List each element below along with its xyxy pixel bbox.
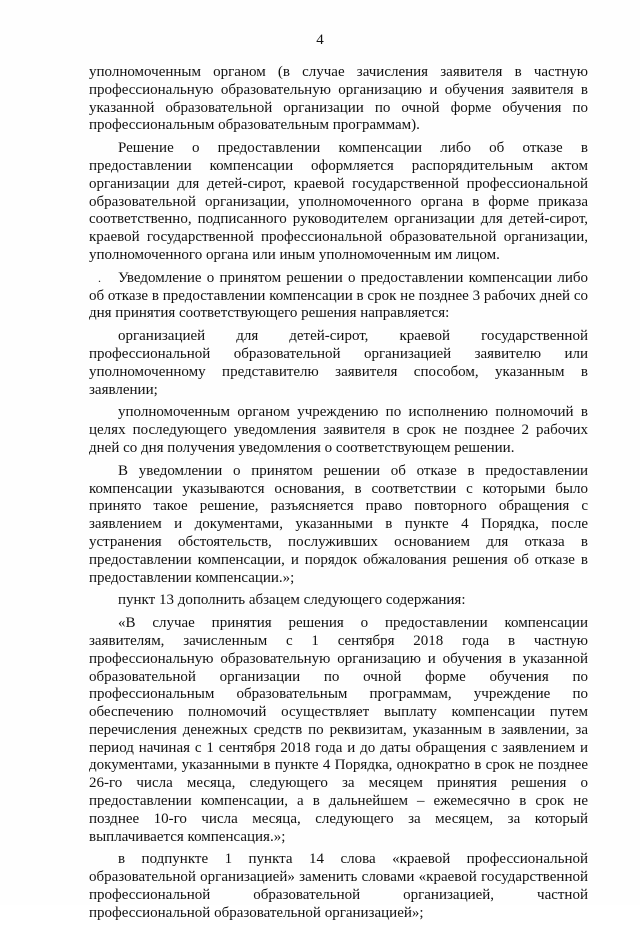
paragraph-item-14: в подпункте 1 пункта 14 слова «краевой профессиональной образовательной организацией» заменить словами «краевой государственной профессиональной образовательной организацией, частной профессиональной образовательной организацией»; xyxy=(89,851,588,921)
paragraph-notification: . Уведомление о принятом решении о предоставлении компенсации либо об отказе в предоставлении компенсации в срок не позднее 3 рабочих дней со дня принятия соответствующего решения направляется: xyxy=(89,270,588,323)
paragraph-orphan-org: организацией для детей-сирот, краевой государственной профессиональной образовательной организацией заявителю или уполномоченному представителю заявителя способом, указанным в заявлении; xyxy=(89,328,588,398)
paragraph-continuation: уполномоченным органом (в случае зачисления заявителя в частную профессиональную образовательную организацию и обучения заявителя в указанной образовательной организации по очной форме обучения по профессиональным образовательным программам). xyxy=(89,64,588,134)
paragraph-item-13: пункт 13 дополнить абзацем следующего содержания: xyxy=(118,592,466,609)
paragraph-decision-form: Решение о предоставлении компенсации либо об отказе в предоставлении компенсации оформляется распорядительным актом организации для детей-сирот, краевой государственной профессиональной образовательной организации, уполномоченного органа в форме приказа соответственно, подписанного руководителем организации для детей-сирот, краевой государственной профессиональной образовательной организации, уполномоченного органа или иным уполномоченным им лицом. xyxy=(89,140,588,263)
paragraph-refusal-grounds: В уведомлении о принятом решении об отказе в предоставлении компенсации указываются основания, в соответствии с которыми было принято такое решение, разъясняется право повторного обращения с заявлением и документами, указанными в пункте 4 Порядка, после устранения обстоятельств, послуживших основанием для отказа в предоставлении компенсации, и порядок обжалования решения об отказе в предоставлении компенсации.»; xyxy=(89,462,588,586)
paragraph-authorized-body: уполномоченным органом учреждению по исполнению полномочий в целях последующего уведомления заявителя в срок не позднее 2 рабочих дней со дня получения уведомления о соответствующем решении. xyxy=(89,404,588,456)
document-body xyxy=(89,64,588,928)
page-number: 4 xyxy=(316,32,324,48)
paragraph-item-13-text: «В случае принятия решения о предоставлении компенсации заявителям, зачисленным с 1 сентября 2018 года в частную профессиональную образовательную организацию и обучения в указанной образовательной организации по очной форме обучения по профессиональным образовательным программам, учреждение по обеспечению полномочий осуществляет выплату компенсации путем перечисления денежных средств по реквизитам, указанным в заявлении, за период начиная с 1 сентября 2018 года и до даты обращения с заявлением и документами, указанными в пункте 4 Порядка, однократно в срок не позднее 26-го числа месяца, следующего за месяцем принятия решения о предоставлении компенсации, а в дальнейшем – ежемесячно в срок не позднее 10-го числа месяца, следующего за месяцем, за который выплачивается компенсация.»; xyxy=(89,615,588,845)
